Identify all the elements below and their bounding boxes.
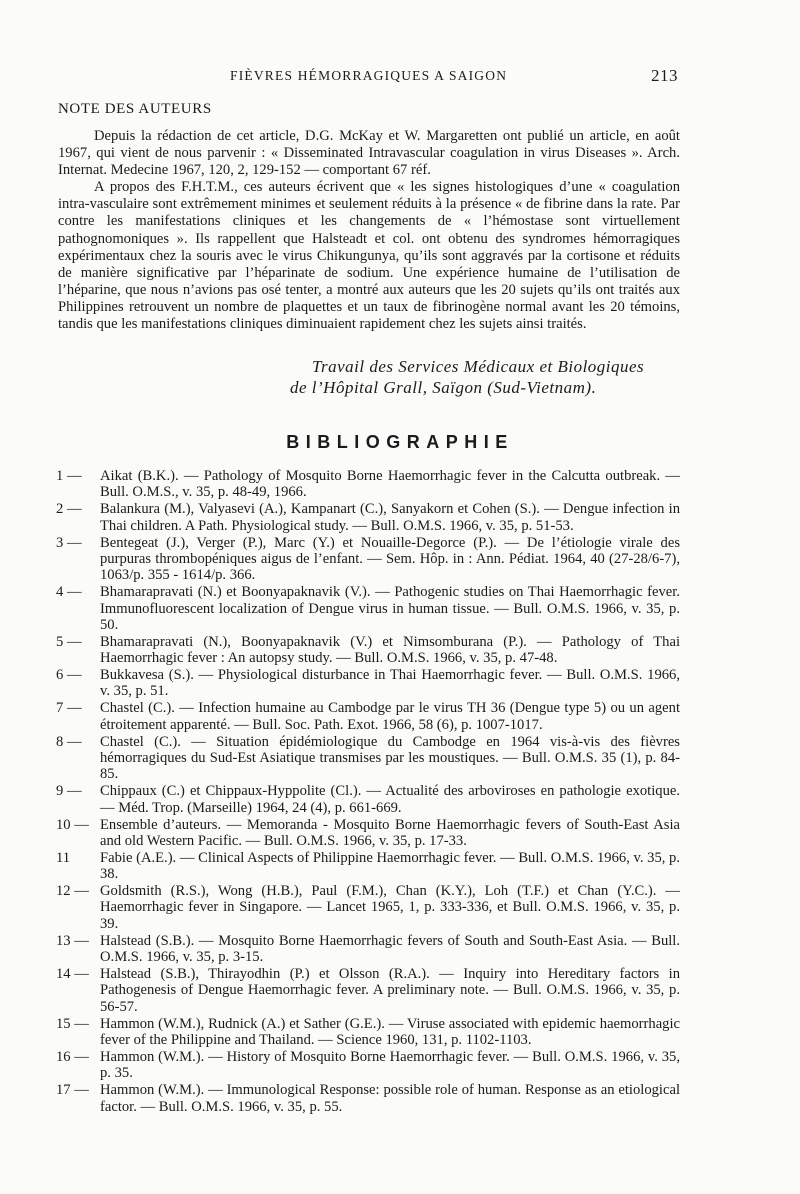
bibliography-entry [56,883,680,932]
bibliography-entry [56,584,680,633]
entry-text: Goldsmith (R.S.), Wong (H.B.), Paul (F.M.), Chan (K.Y.), Loh (T.F.) et Chan (Y.C.). — Haemorrhagic fever in Singapore. — Lancet 1965, 1, p. 333-336, et Bull. O.M.S. 1966, v. 35, p. 39. [100,883,680,932]
notes-heading: NOTE DES AUTEURS [58,101,212,117]
note-paragraph: A propos des F.H.T.M., ces auteurs écrivent que « les signes histologiques d’une « coagulation intra-vasculaire sont extrêmement minimes et seulement réduits à la présence « de fibrine dans la rate. Par contre les manifestations cliniques et les changements de « l’hémostase sont virtuellement pathognomoniques ». Ils rappellent que Halsteadt et col. ont obtenu des syndromes hémorragiques expérimentaux chez la souris avec le virus Chikungunya, qu’ils sont aggravés par la cortisone et réduits de manière significative par l’héparinate de sodium. Une expérience humaine de l’utilisation de l’héparine, que nous n’avions pas osé tenter, a montré aux auteurs que les 20 sujets qu’ils ont traités aux Philippines retrouvent un nombre de plaquettes et un taux de fibrinogène normal avant les 20 témoins, tandis que les manifestations cliniques diminuaient rapidement chez les sujets ainsi traités. [58,179,680,333]
entry-text: Halstead (S.B.), Thirayodhin (P.) et Olsson (R.A.). — Inquiry into Hereditary factors in Pathogenesis of Dengue Haemorrhagic fever. A preliminary note. — Bull. O.M.S. 1966, v. 35, p. 56-57. [100,966,680,1015]
bibliography-list [56,468,680,1116]
entry-number: 16 — [56,1048,89,1065]
entry-text: Bentegeat (J.), Verger (P.), Marc (Y.) et Nouaille-Degorce (P.). — De l’étiologie virale des purpuras thrombopéniques aigus de l’enfant. — Sem. Hôp. in : Ann. Pédiat. 1964, 40 (27-28/6-7), 1063/p. 355 - 1614/p. 366. [100,534,680,584]
bibliography-entry [56,667,680,700]
institution-signature [290,356,710,398]
entry-number: 13 — [56,932,89,949]
entry-number: 6 — [56,667,82,684]
note-paragraph: Depuis la rédaction de cet article, D.G. McKay et W. Margaretten ont publié un article, en août 1967, qui vient de nous parvenir : « Disseminated Intravascular coagulation in virus Diseases ». Arch. Internat. Medecine 1967, 120, 2, 129-152 — comportant 67 réf. [58,128,680,179]
entry-text: Hammon (W.M.). — History of Mosquito Borne Haemorrhagic fever. — Bull. O.M.S. 1966, v. 35, p. 35. [100,1048,680,1082]
entry-text: Fabie (A.E.). — Clinical Aspects of Philippine Haemorrhagic fever. — Bull. O.M.S. 1966, v. 35, p. 38. [100,849,680,883]
bibliography-entry [56,817,680,850]
entry-number: 17 — [56,1082,89,1099]
entry-number: 14 — [56,966,89,983]
entry-text: Halstead (S.B.). — Mosquito Borne Haemorrhagic fevers of South and South-East Asia. — Bull. O.M.S. 1966, v. 35, p. 3-15. [100,932,680,966]
signature-line: de l’Hôpital Grall, Saïgon (Sud-Vietnam). [290,378,597,397]
entry-number: 2 — [56,501,82,518]
bibliography-entry [56,783,680,816]
running-head [0,68,800,88]
entry-number: 1 — [56,468,82,484]
bibliography-entry [56,1082,680,1115]
entry-number: 4 — [56,584,82,601]
entry-number: 8 — [56,733,82,750]
signature-line: Travail des Services Médicaux et Biologiques [312,357,645,376]
entry-number: 10 — [56,816,89,833]
entry-text: Balankura (M.), Valyasevi (A.), Kampanart (C.), Sanyakorn et Cohen (S.). — Dengue infection in Thai children. A Path. Physiological study. — Bull. O.M.S. 1966, v. 35, p. 51-53. [100,501,680,534]
entry-text: Chastel (C.). — Infection humaine au Cambodge par le virus TH 36 (Dengue type 5) ou un agent étroitement apparenté. — Bull. Soc. Path. Exot. 1966, 58 (6), p. 1007-1017. [100,700,680,733]
page-number: 213 [651,66,678,85]
entry-text: Chippaux (C.) et Chippaux-Hyppolite (Cl.). — Actualité des arboviroses en pathologie exotique. — Méd. Trop. (Marseille) 1964, 24 (4), p. 661-669. [100,783,680,816]
bibliography-entry [56,1049,680,1082]
authors-note [58,128,680,333]
entry-text: Hammon (W.M.). — Immunological Response: possible role of human. Response as an etiological factor. — Bull. O.M.S. 1966, v. 35, p. 55. [100,1082,680,1115]
entry-number: 11 [56,849,71,866]
bibliography-entry [56,634,680,667]
bibliography-entry [56,501,680,534]
entry-number: 12 — [56,883,89,900]
bibliography-entry [56,966,680,1015]
entry-text: Bhamarapravati (N.), Boonyapaknavik (V.) et Nimsomburana (P.). — Pathology of Thai Haemorrhagic fever : An autopsy study. — Bull. O.M.S. 1966, v. 35, p. 47-48. [100,633,680,667]
bibliography-heading: BIBLIOGRAPHIE [286,432,514,452]
entry-number: 9 — [56,783,82,800]
entry-text: Chastel (C.). — Situation épidémiologique du Cambodge en 1964 vis-à-vis des fièvres hémorragiques du Sud-Est Asiatique transmises par les moustiques. — Bull. O.M.S. 35 (1), p. 84-85. [100,733,680,783]
bibliography-entry [56,535,680,584]
entry-number: 7 — [56,700,82,717]
bibliography-entry [56,468,680,501]
entry-number: 3 — [56,534,82,551]
entry-text: Aikat (B.K.). — Pathology of Mosquito Borne Haemorrhagic fever in the Calcutta outbreak. — Bull. O.M.S., v. 35, p. 48-49, 1966. [100,468,680,501]
entry-number: 15 — [56,1015,89,1032]
bibliography-entry [56,734,680,783]
entry-text: Bhamarapravati (N.) et Boonyapaknavik (V.). — Pathogenic studies on Thai Haemorrhagic fever. Immunofluorescent localization of Dengue virus in human tissue. — Bull. O.M.S. 1966, v. 35, p. 50. [100,584,680,633]
bibliography-entry [56,1016,680,1049]
entry-text: Ensemble d’auteurs. — Memoranda - Mosquito Borne Haemorrhagic fevers of South-East Asia and old Western Pacific. — Bull. O.M.S. 1966, v. 35, p. 17-33. [100,816,680,849]
running-title: FIÈVRES HÉMORRAGIQUES A SAIGON [230,68,508,83]
entry-number: 5 — [56,633,82,650]
bibliography-entry [56,933,680,966]
bibliography-entry [56,850,680,883]
entry-text: Bukkavesa (S.). — Physiological disturbance in Thai Haemorrhagic fever. — Bull. O.M.S. 1966, v. 35, p. 51. [100,667,680,700]
entry-text: Hammon (W.M.), Rudnick (A.) et Sather (G.E.). — Viruse associated with epidemic haemorrhagic fever of the Philippine and Thailand. — Science 1960, 131, p. 1102-1103. [100,1015,680,1048]
bibliography-entry [56,700,680,733]
